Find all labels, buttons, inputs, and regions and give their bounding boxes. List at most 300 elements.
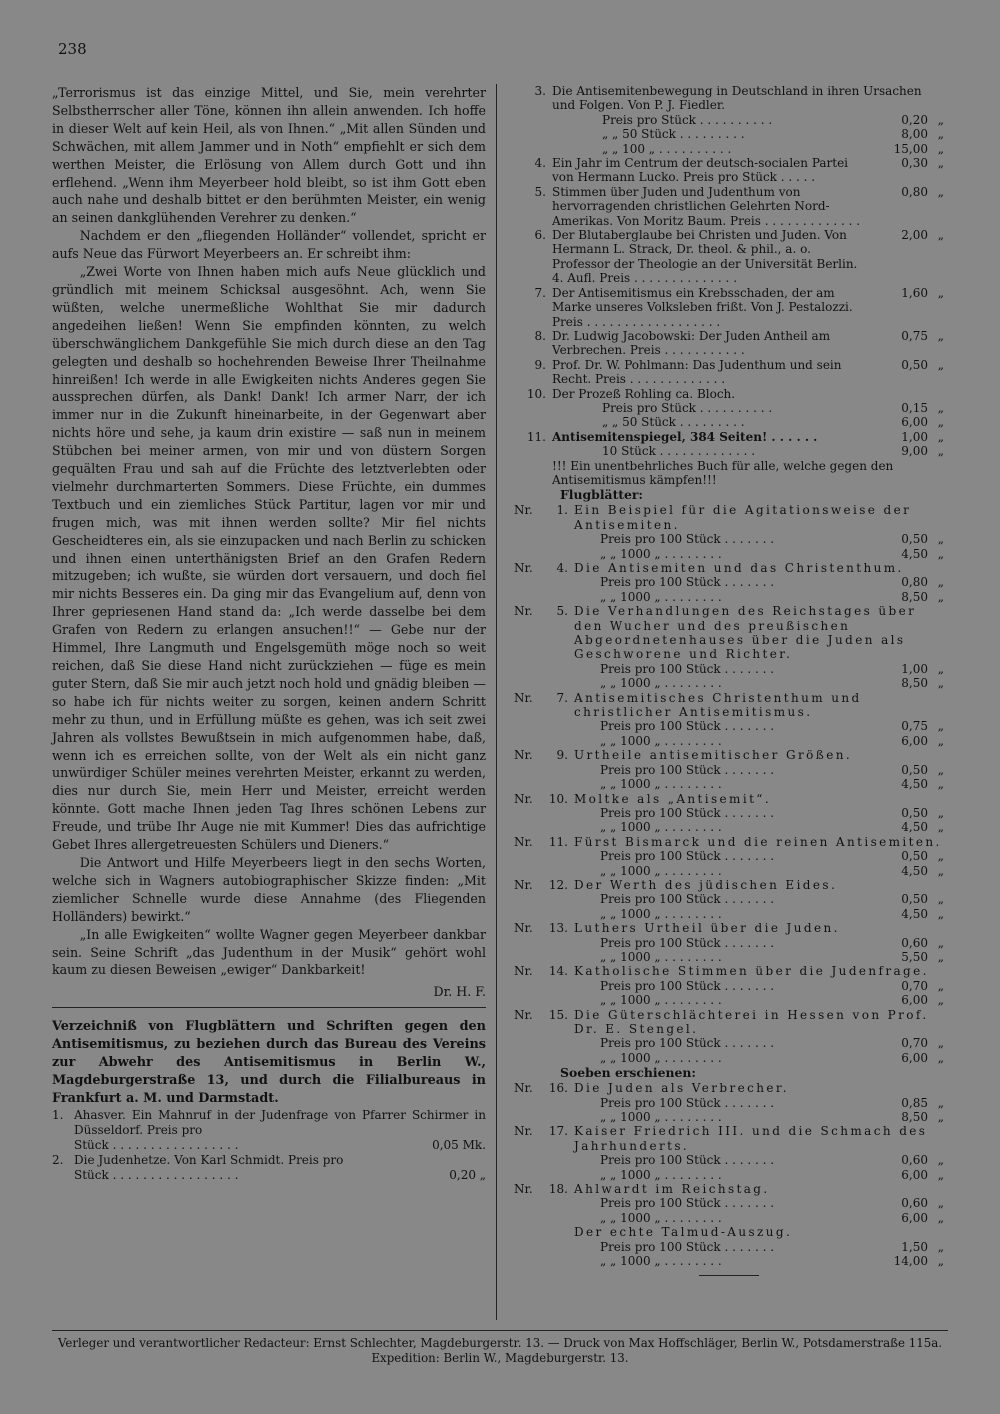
column-divider: [496, 84, 497, 1320]
price-label: „ „ 100 „ . . . . . . . . . .: [602, 141, 732, 156]
price-label: „ „ 1000 „ . . . . . . . .: [600, 993, 722, 1008]
price-row: [74, 1138, 486, 1152]
item-title: [552, 358, 944, 387]
ditto-mark: „: [937, 400, 944, 415]
item-body: [574, 691, 944, 749]
list-item: [514, 185, 944, 228]
price-row: [552, 113, 944, 127]
item-nr-label: Nr.: [514, 690, 533, 705]
item-title-text: Prof. Dr. W. Pohlmann: Das Judenthum und sein Recht. Preis . . . . . . . . . . . . .: [552, 357, 842, 387]
price-value: 4,50: [901, 863, 928, 878]
item-title: Die Judenhetze. Von Karl Schmidt. Preis pro: [74, 1152, 344, 1167]
indent-spacer: [574, 892, 600, 906]
flugblatt-item: [514, 1225, 944, 1268]
item-body: [552, 358, 944, 387]
ditto-mark: „: [937, 285, 944, 300]
price-value: 6,00: [901, 1167, 928, 1182]
ditto-mark: „: [937, 1050, 944, 1065]
item-nr-label: Nr.: [514, 791, 533, 806]
price-label: Preis pro 100 Stück . . . . . . .: [600, 978, 775, 993]
item-body: [552, 329, 944, 358]
publication-list-right: [514, 84, 944, 487]
ditto-mark: „: [937, 1110, 944, 1125]
paragraph: „Zwei Worte von Ihnen haben mich aufs Neue glücklich und gründlich mit meinem Schicksal ausgesöhnt. Ach, wenn Sie wüßten, welche unermeßliche Wohlthat Sie mir dadurch angedeihen ließen! Wenn Sie empfinden könnten, zu welch überschwänglichem Dankgefühle Sie mich durch diese an den Tag gelegten und deshalb so hochehrenden Beweise Ihrer Theilnahme hinreißen! Ich werde in alle Ewigkeiten nichts Anderes gegen Sie aussprechen dürfen, als Dank! Dank! Ich armer Narr, der ich immer nur in die Zukunft hineinarbeite, in der Gegenwart aber nichts höre und sehe, ja kaum drin existire — saß nun in meinem Stübchen bei meiner armen, von mir und von düstern Sorgen gequälten Frau und sah auf die Früchte des letztverlebten oder vielmehr durchmarterten Sommers. Diese Früchte, ein dummes Textbuch und ein ziemliches Stück Partitur, lagen vor mir und frugen mich, was mit ihnen werden sollte? Mir fiel nichts Gescheidteres ein, als sie einzupacken und nach Berlin zu schicken und ihnen einen unterthänigsten Brief an den Grafen Redern mitzugeben; ich wußte, sie würden dort versauern, und doch fiel mir nichts Besseres ein. Da ging mir das Evangelium auf, denn von Ihrer gepriesenen Hand stand da: „Ich werde dasselbe bei dem Grafen von Redern zu erlangen ansuchen!!“ — Gebe nur der Himmel, Ihre Langmuth und Engelsgemüth möge noch so weit reichen, daß Sie diese Hand nicht zurückziehen — füge es mein guter Stern, daß Sie mir auch jetzt noch hold und gnädig bleiben — so habe ich für nichts weiter zu sorgen, keinen andern Schritt mehr zu thun, und in Erfüllung müßte es gehen, was ich seit zwei Jahren als vollstes Bewußtsein in mich aufgenommen habe, daß, wenn ich es erreichen sollte, von der Welt als ein nicht ganz unwürdiger Schüler meines verehrten Meister, erkannt zu werden, dies nur durch Sie, mein Herr und Meister, erreicht werden könnte. Gott mache Ihnen jeden Tag Ihres schönen Lebens zur Freude, und trübe Ihr Auge nie mit Kummer! Dies das aufrichtige Gebet Ihres allergetreuesten Schülers und Dieners.“: [52, 264, 486, 853]
price-row: [574, 676, 944, 690]
item-title: [552, 329, 944, 358]
indent-spacer: [574, 1110, 600, 1124]
item-title-text: Die Antisemitenbewegung in Deutschland in ihren Ursachen und Folgen. Von P. J. Fiedler.: [552, 84, 922, 113]
item-title: Der echte Talmud-Auszug.: [574, 1225, 793, 1240]
price-value: 0,15: [901, 400, 928, 415]
price-value: 6,00: [901, 1210, 928, 1225]
list-item: [514, 430, 944, 488]
price-row: [574, 547, 944, 561]
item-number: 11.: [526, 429, 546, 444]
ditto-mark: „: [937, 733, 944, 748]
ditto-mark: „: [937, 357, 944, 372]
indent-spacer: [574, 1254, 600, 1268]
price-row: [574, 1240, 944, 1254]
item-number: 4.: [556, 561, 568, 575]
item-number: 10.: [548, 791, 568, 806]
item-body: [552, 156, 944, 185]
price-row: [574, 936, 944, 950]
price-label: Preis pro 100 Stück . . . . . . .: [600, 1239, 775, 1254]
price-row: [574, 763, 944, 777]
item-number: 9.: [534, 357, 546, 372]
item-title-text: Dr. Ludwig Jacobowski: Der Juden Antheil am Verbrechen. Preis . . . . . . . . . . .: [552, 328, 831, 358]
item-nr-label: Nr.: [514, 964, 533, 979]
price-value: 0,60: [901, 935, 928, 950]
indent-spacer: [552, 113, 602, 127]
price-row: [574, 590, 944, 604]
price-label: Preis pro 100 Stück . . . . . . .: [600, 1095, 775, 1110]
item-title: Die Antisemiten und das Christenthum.: [574, 561, 904, 575]
price-value: 6,00: [901, 1050, 928, 1065]
ditto-mark: „: [937, 429, 944, 444]
price-label: „ „ 1000 „ . . . . . . . .: [600, 1210, 722, 1225]
indent-spacer: [574, 1211, 600, 1225]
item-nr-label: Nr.: [514, 1007, 533, 1022]
price-label: „ „ 1000 „ . . . . . . . .: [600, 820, 722, 835]
indent-spacer: [574, 532, 600, 546]
item-number: 6.: [534, 228, 546, 243]
price-label: Preis pro 100 Stück . . . . . . .: [600, 935, 775, 950]
left-column: [52, 84, 486, 1182]
item-number: 15.: [548, 1007, 568, 1022]
price-value: 8,50: [901, 676, 928, 691]
price-value: 0,75: [901, 719, 928, 734]
item-number: 11.: [548, 834, 568, 849]
price-value: 9,00: [901, 444, 928, 459]
flugblatt-item: [514, 964, 944, 1007]
price-value: 1,00: [901, 661, 928, 676]
list-item: [514, 156, 944, 185]
item-number: 9.: [556, 748, 568, 763]
price-label: Preis pro 100 Stück . . . . . . .: [600, 805, 775, 820]
ditto-mark: „: [937, 184, 944, 199]
price-value: 0,50: [901, 892, 928, 907]
item-number: [544, 1225, 574, 1268]
item-title: Der Werth des jüdischen Eides.: [574, 877, 838, 892]
price-label: „ „ 1000 „ . . . . . . . .: [600, 589, 722, 604]
flugblatt-item: [514, 604, 944, 690]
price-value: 4,50: [901, 777, 928, 792]
item-body: [574, 964, 944, 1007]
item-body: [574, 503, 944, 561]
ditto-mark: „: [937, 127, 944, 142]
ditto-mark: „: [937, 328, 944, 343]
ditto-mark: „: [937, 1239, 944, 1254]
indent-spacer: [574, 719, 600, 733]
item-title: Antisemitisches Christenthum und christlicher Antisemitismus.: [574, 690, 862, 720]
item-number: 5.: [556, 604, 568, 619]
ditto-mark: „: [937, 546, 944, 561]
price-value: 0,75: [901, 328, 928, 343]
flugblatt-item: [514, 748, 944, 791]
indent-spacer: [552, 401, 602, 415]
item-number: 17.: [548, 1124, 568, 1139]
price-label: Preis pro Stück . . . . . . . . . .: [602, 112, 773, 127]
item-number: 18.: [548, 1182, 568, 1197]
flugblatt-item: [514, 1008, 944, 1066]
ditto-mark: „: [937, 978, 944, 993]
flugblatt-item: [514, 561, 944, 604]
price-label: Preis pro 100 Stück . . . . . . .: [600, 892, 775, 907]
ditto-mark: „: [937, 661, 944, 676]
ditto-mark: „: [937, 805, 944, 820]
item-body: [552, 286, 944, 329]
price-value: 6,00: [901, 733, 928, 748]
ditto-mark: „: [937, 906, 944, 921]
indent-spacer: [574, 849, 600, 863]
item-title: Fürst Bismarck und die reinen Antisemiten.: [574, 834, 942, 849]
price-label: „ „ 1000 „ . . . . . . . .: [600, 546, 722, 561]
item-title: Ahlwardt im Reichstag.: [574, 1182, 770, 1197]
price-row: [574, 993, 944, 1007]
indent-spacer: [574, 907, 600, 921]
flugblatt-item: [514, 503, 944, 561]
ditto-mark: „: [937, 1036, 944, 1051]
ditto-mark: „: [937, 935, 944, 950]
indent-spacer: [574, 662, 600, 676]
price-value: 0,80: [901, 575, 928, 590]
item-nr-label: Nr.: [514, 1182, 533, 1197]
price-label: Preis pro 100 Stück . . . . . . .: [600, 849, 775, 864]
indent-spacer: [574, 1240, 600, 1254]
indent-spacer: [574, 936, 600, 950]
footer-divider: [52, 1330, 948, 1331]
price-label: Preis pro 100 Stück . . . . . . .: [600, 661, 775, 676]
flugblatt-item: [514, 1081, 944, 1124]
item-body: [552, 387, 944, 430]
item-title: [552, 228, 944, 286]
item-title-text: Der Blutaberglaube bei Christen und Juden. Von Hermann L. Strack, Dr. theol. & phil., a. o. Professor der Theologie an der Universität Berlin. 4. Aufl. Preis . . . . . . . . . . . . . .: [552, 228, 858, 286]
indent-spacer: [574, 1051, 600, 1065]
indent-spacer: [574, 547, 600, 561]
item-number: 13.: [548, 921, 568, 936]
price-label: „ „ 1000 „ . . . . . . . .: [600, 949, 722, 964]
price-label: Preis pro 100 Stück . . . . . . .: [600, 1153, 775, 1168]
price-label: „ „ 50 Stück . . . . . . . . .: [602, 127, 745, 142]
price-value: 1,60: [901, 285, 928, 300]
price-value: 1,00: [901, 429, 928, 444]
price-row: [574, 979, 944, 993]
item-number: 2.: [52, 1152, 64, 1167]
price-value: 8,50: [901, 589, 928, 604]
indent-spacer: [574, 1036, 600, 1050]
price-label: „ „ 1000 „ . . . . . . . .: [600, 906, 722, 921]
ditto-mark: „: [937, 892, 944, 907]
price-row: [574, 864, 944, 878]
list-title: Verzeichniß von Flugblättern und Schriften gegen den Antisemitismus, zu beziehen durch das Bureau des Vereins zur Abwehr des Antisemitismus in Berlin W., Magdeburgerstraße 13, und durch die Filialbureaus in Frankfurt a. M. und Darmstadt.: [52, 1019, 486, 1107]
list-item: [514, 228, 944, 286]
item-nr-label: Nr.: [514, 748, 533, 763]
ditto-mark: „: [937, 532, 944, 547]
price-row: [552, 127, 944, 141]
price-label: „ „ 1000 „ . . . . . . . .: [600, 777, 722, 792]
indent-spacer: [574, 1153, 600, 1167]
paragraph: „In alle Ewigkeiten“ wollte Wagner gegen Meyerbeer dankbar sein. Seine Schrift „das Judenthum in der Musik“ gehört wohl kaum zu diesen Beweisen „ewiger“ Dankbarkeit!: [52, 926, 486, 978]
item-title: Ein Beispiel für die Agitationsweise der Antisemiten.: [574, 503, 912, 532]
ditto-mark: „: [937, 1210, 944, 1225]
imprint-expedition: Expedition: Berlin W., Magdeburgerstr. 13.: [371, 1351, 629, 1365]
item-body: [574, 878, 944, 921]
ditto-mark: „: [937, 1153, 944, 1168]
price-row: [552, 415, 944, 429]
price-row: [574, 1211, 944, 1225]
price-row: [574, 892, 944, 906]
ditto-mark: „: [937, 762, 944, 777]
price-value: 4,50: [901, 546, 928, 561]
item-body: [574, 1081, 944, 1124]
item-body: [552, 84, 944, 156]
item-title-text: Stimmen über Juden und Judenthum von hervorragenden christlichen Gelehrten Nord-Amerikas. Von Moritz Baum. Preis . . . . . . . . . . . . .: [552, 184, 861, 228]
flugblatt-item: [514, 835, 944, 878]
item-number: 12.: [548, 877, 568, 892]
ditto-mark: „: [937, 575, 944, 590]
price-value: 0,50: [901, 805, 928, 820]
indent-spacer: [574, 777, 600, 791]
price-row: [574, 950, 944, 964]
price-label: „ „ 1000 „ . . . . . . . .: [600, 1167, 722, 1182]
price-row: [574, 1110, 944, 1124]
price-value: 2,00: [901, 228, 928, 243]
item-number: 16.: [548, 1081, 568, 1096]
list-item: [52, 1153, 486, 1182]
item-number: 7.: [556, 690, 568, 705]
price-value: 0,80: [901, 184, 928, 199]
price-label: Preis pro 100 Stück . . . . . . .: [600, 719, 775, 734]
item-nr-label: Nr.: [514, 921, 533, 936]
price-label: Stück . . . . . . . . . . . . . . . . .: [74, 1167, 239, 1182]
price-row: [552, 401, 944, 415]
item-number: 14.: [548, 964, 568, 979]
section-divider: [52, 1007, 486, 1008]
price-row: [552, 444, 944, 458]
item-body: [574, 835, 944, 878]
item-title-text: Der Prozeß Rohling ca. Bloch.: [552, 386, 736, 401]
ditto-mark: „: [937, 112, 944, 127]
indent-spacer: [574, 575, 600, 589]
list-item: [514, 286, 944, 329]
item-title-text: Der Antisemitismus ein Krebsschaden, der am Marke unseres Volksleben frißt. Von J. Pestalozzi. Preis . . . . . . . . . . . . . . . . . .: [552, 285, 853, 329]
price-row: [574, 1051, 944, 1065]
price-row: [574, 806, 944, 820]
price-row: [574, 734, 944, 748]
price-value: 0,50: [901, 532, 928, 547]
price-value: 0,60: [901, 1153, 928, 1168]
price-value: 0,70: [901, 1036, 928, 1051]
flugblatt-item: [514, 691, 944, 749]
item-number: 7.: [534, 285, 546, 300]
ditto-mark: „: [937, 415, 944, 430]
price-label: 10 Stück . . . . . . . . . . . . .: [602, 444, 756, 459]
item-body: [574, 748, 944, 791]
ditto-mark: „: [937, 589, 944, 604]
price-label: „ „ 1000 „ . . . . . . . .: [600, 1050, 722, 1065]
item-body: [574, 1008, 944, 1066]
price-value: 0,50: [901, 762, 928, 777]
item-title: [552, 430, 944, 444]
flugblatt-item: [514, 921, 944, 964]
paragraph: Nachdem er den „fliegenden Holländer“ vollendet, spricht er aufs Neue das Fürwort Meyerbeers an. Er schreibt ihm:: [52, 228, 486, 262]
price-value: 5,50: [901, 949, 928, 964]
soeben-list: [514, 1081, 944, 1268]
price-value: 0,70: [901, 978, 928, 993]
price-label: „ „ 1000 „ . . . . . . . .: [600, 676, 722, 691]
price-value: 4,50: [901, 820, 928, 835]
ditto-mark: „: [937, 1167, 944, 1182]
page-number: 238: [58, 40, 87, 58]
price-row: [574, 719, 944, 733]
paragraph: „Terrorismus ist das einzige Mittel, und Sie, mein verehrter Selbstherrscher aller Töne, können ihn allein anwenden. Ich hoffe in dieser Welt auf kein Heil, als von Ihnen.“ „Mit allen Sünden und Schwächen, mit allem Jammer und in Noth“ empfiehlt er sich dem werthen Meister, die Erlösung von Allem durch Gott und ihn erflehend. „Wenn ihm Meyerbeer hold bleibt, so ist ihm Gott eben auch nahe und deshalb bittet er den berühmten Meister, ein wenig an seinen dankglühenden Verehrer zu denken.“: [52, 85, 486, 226]
price-value: 8,50: [901, 1110, 928, 1125]
item-title: [552, 387, 944, 401]
ditto-mark: „: [937, 993, 944, 1008]
item-title: Moltke als „Antisemit“.: [574, 791, 772, 806]
price-row: [574, 849, 944, 863]
right-column: [514, 84, 944, 1276]
section-heading-soeben: Soeben erschienen:: [560, 1065, 696, 1081]
item-body: [552, 430, 944, 488]
price-label: „ „ 1000 „ . . . . . . . .: [600, 1110, 722, 1125]
price-value: 0,20 „: [449, 1167, 486, 1182]
ditto-mark: „: [937, 1196, 944, 1211]
item-nr-label: Nr.: [514, 503, 533, 518]
item-nr-label: Nr.: [514, 877, 533, 892]
item-nr-label: Nr.: [514, 834, 533, 849]
item-number: 1.: [52, 1108, 64, 1123]
price-label: „ „ 1000 „ . . . . . . . .: [600, 863, 722, 878]
price-value: 1,50: [901, 1239, 928, 1254]
ditto-mark: „: [937, 228, 944, 243]
price-row: [574, 1168, 944, 1182]
price-label: „ „ 50 Stück . . . . . . . . .: [602, 415, 745, 430]
item-title: Urtheile antisemitischer Größen.: [574, 748, 853, 763]
item-title: Die Güterschlächterei in Hessen von Prof. Dr. E. Stengel.: [574, 1007, 929, 1036]
price-value: 15,00: [893, 141, 928, 156]
item-title: [552, 286, 944, 329]
end-rule: [699, 1275, 759, 1276]
flugblaetter-list: [514, 503, 944, 1065]
item-number: 8.: [534, 328, 546, 343]
item-body: [574, 1225, 944, 1268]
article-signature: Dr. H. F.: [433, 984, 486, 1000]
price-row: [574, 820, 944, 834]
price-row: [74, 1168, 486, 1182]
price-row: [574, 907, 944, 921]
price-label: Preis pro Stück . . . . . . . . . .: [602, 400, 773, 415]
item-title-text: Antisemitenspiegel, 384 Seiten! . . . . . .: [552, 429, 818, 444]
price-value: 0,05 Mk.: [432, 1138, 486, 1153]
item-body: [574, 1124, 944, 1182]
price-value: 0,50: [901, 849, 928, 864]
ditto-mark: „: [937, 777, 944, 792]
ditto-mark: „: [937, 444, 944, 459]
item-title: Die Verhandlungen des Reichstages über den Wucher und des preußischen Abgeordnetenhauses über die Juden als Geschworene und Richter.: [574, 604, 917, 662]
price-value: 0,20: [901, 112, 928, 127]
item-title: [552, 185, 944, 228]
price-label: Preis pro 100 Stück . . . . . . .: [600, 762, 775, 777]
item-title: [552, 156, 944, 185]
indent-spacer: [574, 676, 600, 690]
indent-spacer: [574, 1168, 600, 1182]
indent-spacer: [552, 415, 602, 429]
ditto-mark: „: [937, 820, 944, 835]
flugblatt-item: [514, 878, 944, 921]
price-value: 6,00: [901, 993, 928, 1008]
section-heading-flugblaetter: Flugblätter:: [560, 487, 644, 503]
price-label: „ „ 1000 „ . . . . . . . .: [600, 733, 722, 748]
price-row: [574, 575, 944, 589]
price-row: [574, 777, 944, 791]
item-nr-label: Nr.: [514, 1081, 533, 1096]
ditto-mark: „: [937, 863, 944, 878]
price-label: Preis pro 100 Stück . . . . . . .: [600, 1196, 775, 1211]
flugblatt-item: [514, 1182, 944, 1225]
indent-spacer: [552, 142, 602, 156]
ditto-mark: „: [937, 1254, 944, 1269]
price-label: Preis pro 100 Stück . . . . . . .: [600, 532, 775, 547]
item-body: [552, 228, 944, 286]
indent-spacer: [552, 444, 602, 458]
ditto-mark: „: [937, 141, 944, 156]
price-value: 14,00: [893, 1254, 928, 1269]
ditto-mark: „: [937, 719, 944, 734]
price-row: [574, 532, 944, 546]
item-title: Luthers Urtheil über die Juden.: [574, 921, 840, 936]
indent-spacer: [574, 1196, 600, 1210]
ditto-mark: „: [937, 1095, 944, 1110]
paragraph: Die Antwort und Hilfe Meyerbeers liegt in den sechs Worten, welche sich in Wagners autobiographischer Skizze finden: „Mit ziemlicher Schnelle wurde diese Annahme (des Fliegenden Holländers) bewirkt.“: [52, 854, 486, 924]
indent-spacer: [574, 763, 600, 777]
item-body: [74, 1108, 486, 1152]
item-title: Die Juden als Verbrecher.: [574, 1081, 789, 1096]
indent-spacer: [552, 127, 602, 141]
price-label: Preis pro 100 Stück . . . . . . .: [600, 575, 775, 590]
item-title: Kaiser Friedrich III. und die Schmach des Jahrhunderts.: [574, 1124, 928, 1153]
item-body: [574, 561, 944, 604]
flugblatt-item: [514, 1124, 944, 1182]
price-label: „ „ 1000 „ . . . . . . . .: [600, 1254, 722, 1269]
item-body: [574, 921, 944, 964]
list-item: [514, 358, 944, 387]
item-nr-label: Nr.: [514, 561, 533, 575]
item-body: [74, 1153, 486, 1182]
ditto-mark: „: [937, 676, 944, 691]
publication-list-left: [52, 1108, 486, 1182]
